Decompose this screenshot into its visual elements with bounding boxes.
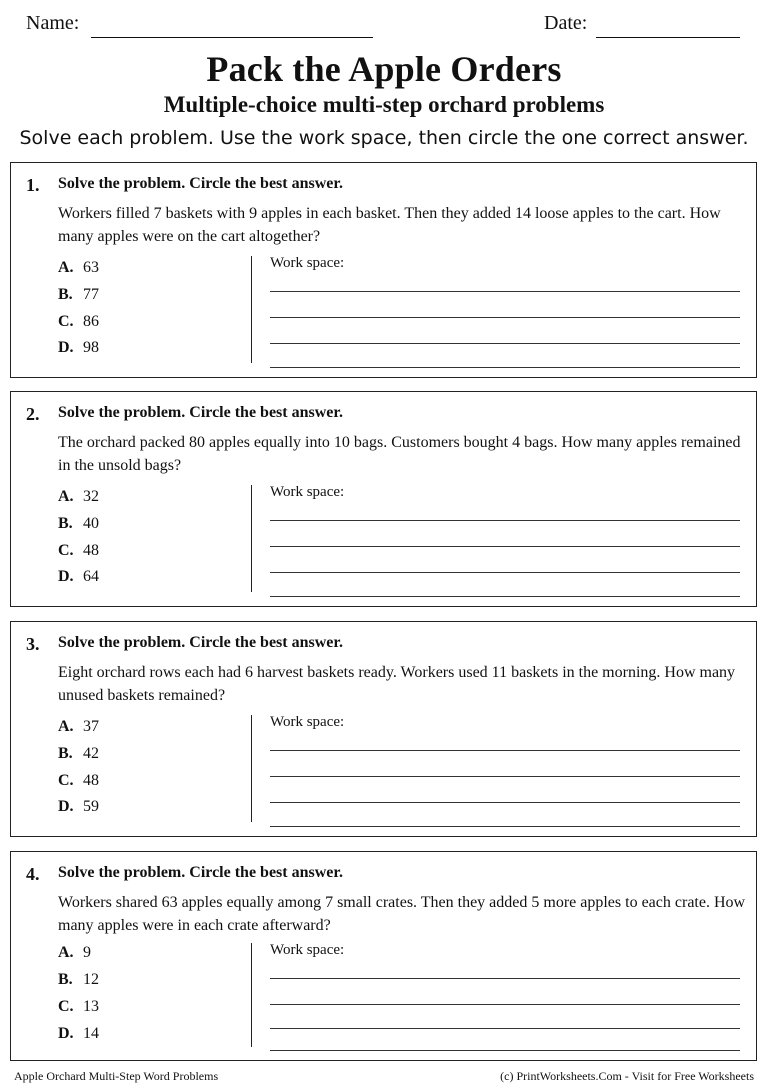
work-line[interactable] <box>270 826 740 827</box>
problem-card-1 <box>10 162 757 378</box>
choice-c[interactable] <box>58 313 99 331</box>
choice-value: 64 <box>83 568 99 585</box>
choice-value: 63 <box>83 259 99 276</box>
date-label: Date: <box>544 12 588 34</box>
work-line[interactable] <box>270 367 740 368</box>
choice-value: 9 <box>83 944 91 961</box>
problem-card-2 <box>10 391 757 607</box>
work-line[interactable] <box>270 1028 740 1029</box>
work-space-label: Work space: <box>270 714 345 730</box>
choice-letter: D. <box>58 339 74 356</box>
choice-value: 42 <box>83 745 99 762</box>
work-space-label: Work space: <box>270 942 345 958</box>
choice-a[interactable] <box>58 488 99 506</box>
name-field-line[interactable] <box>91 37 373 38</box>
work-line[interactable] <box>270 572 740 573</box>
choice-letter: A. <box>58 488 74 505</box>
divider-line <box>251 256 252 363</box>
work-line[interactable] <box>270 317 740 318</box>
choice-d[interactable] <box>58 568 99 586</box>
work-line[interactable] <box>270 291 740 292</box>
choice-value: 48 <box>83 772 99 789</box>
name-label: Name: <box>26 12 80 34</box>
choice-letter: C. <box>58 313 74 330</box>
choice-b[interactable] <box>58 515 99 533</box>
choice-value: 48 <box>83 542 99 559</box>
choice-letter: B. <box>58 515 73 532</box>
problem-number: 2. <box>26 404 40 424</box>
choice-letter: A. <box>58 718 74 735</box>
footer-credit: (c) PrintWorksheets.Com - Visit for Free Worksheets <box>500 1069 754 1083</box>
choice-letter: A. <box>58 944 74 961</box>
choice-a[interactable] <box>58 259 99 277</box>
choice-value: 59 <box>83 798 99 815</box>
choice-b[interactable] <box>58 286 99 304</box>
header-row <box>0 8 768 38</box>
work-line[interactable] <box>270 750 740 751</box>
problem-text: The orchard packed 80 apples equally into 10 bags. Customers bought 4 bags. How many apples remained in the unsold bags? <box>58 434 741 474</box>
choice-value: 32 <box>83 488 99 505</box>
divider-line <box>251 715 252 822</box>
choice-letter: B. <box>58 745 73 762</box>
choice-value: 14 <box>83 1025 99 1042</box>
date-field-line[interactable] <box>596 37 740 38</box>
work-line[interactable] <box>270 1004 740 1005</box>
choice-letter: B. <box>58 971 73 988</box>
problem-card-3 <box>10 621 757 837</box>
choice-b[interactable] <box>58 745 99 763</box>
divider-line <box>251 943 252 1047</box>
problem-text: Eight orchard rows each had 6 harvest baskets ready. Workers used 11 baskets in the morning. How many unused baskets remained? <box>58 664 736 704</box>
problem-text: Workers filled 7 baskets with 9 apples in each basket. Then they added 14 loose apples to the cart. How many apples were on the cart altogether? <box>58 205 721 245</box>
page-subtitle: Multiple-choice multi-step orchard problems <box>163 92 605 117</box>
choice-value: 86 <box>83 313 99 330</box>
problem-number: 1. <box>26 175 40 195</box>
choice-c[interactable] <box>58 772 99 790</box>
work-line[interactable] <box>270 802 740 803</box>
choice-value: 12 <box>83 971 99 988</box>
choice-c[interactable] <box>58 998 99 1016</box>
choice-letter: A. <box>58 259 74 276</box>
work-space-label: Work space: <box>270 484 345 500</box>
work-line[interactable] <box>270 546 740 547</box>
instructions: Solve each problem. Use the work space, then circle the one correct answer. <box>19 127 749 149</box>
choice-letter: D. <box>58 1025 74 1042</box>
problem-number: 3. <box>26 634 40 654</box>
choice-value: 40 <box>83 515 99 532</box>
page-title: Pack the Apple Orders <box>206 49 562 89</box>
problem-instruction: Solve the problem. Circle the best answer. <box>58 404 344 421</box>
choice-value: 13 <box>83 998 99 1015</box>
choice-a[interactable] <box>58 718 99 736</box>
choice-letter: C. <box>58 772 74 789</box>
work-line[interactable] <box>270 343 740 344</box>
work-line[interactable] <box>270 596 740 597</box>
problem-number: 4. <box>26 864 40 884</box>
choice-d[interactable] <box>58 798 99 816</box>
choice-letter: C. <box>58 542 74 559</box>
choice-letter: D. <box>58 568 74 585</box>
choice-d[interactable] <box>58 1025 99 1043</box>
work-line[interactable] <box>270 1050 740 1051</box>
problem-instruction: Solve the problem. Circle the best answer. <box>58 175 344 192</box>
choice-letter: B. <box>58 286 73 303</box>
problem-card-4 <box>10 851 757 1061</box>
choice-value: 98 <box>83 339 99 356</box>
choice-letter: D. <box>58 798 74 815</box>
work-line[interactable] <box>270 776 740 777</box>
footer-title: Apple Orchard Multi-Step Word Problems <box>14 1069 219 1083</box>
choice-value: 37 <box>83 718 99 735</box>
problem-instruction: Solve the problem. Circle the best answer. <box>58 634 344 651</box>
divider-line <box>251 485 252 592</box>
problem-instruction: Solve the problem. Circle the best answer. <box>58 864 344 881</box>
work-space-label: Work space: <box>270 255 345 271</box>
choice-c[interactable] <box>58 542 99 560</box>
choice-a[interactable] <box>58 944 91 962</box>
problem-text: Workers shared 63 apples equally among 7 small crates. Then they added 5 more apples to each crate. How many apples were in each crate afterward? <box>58 894 746 934</box>
choice-b[interactable] <box>58 971 99 989</box>
work-line[interactable] <box>270 978 740 979</box>
choice-letter: C. <box>58 998 74 1015</box>
work-line[interactable] <box>270 520 740 521</box>
choice-d[interactable] <box>58 339 99 357</box>
choice-value: 77 <box>83 286 99 303</box>
